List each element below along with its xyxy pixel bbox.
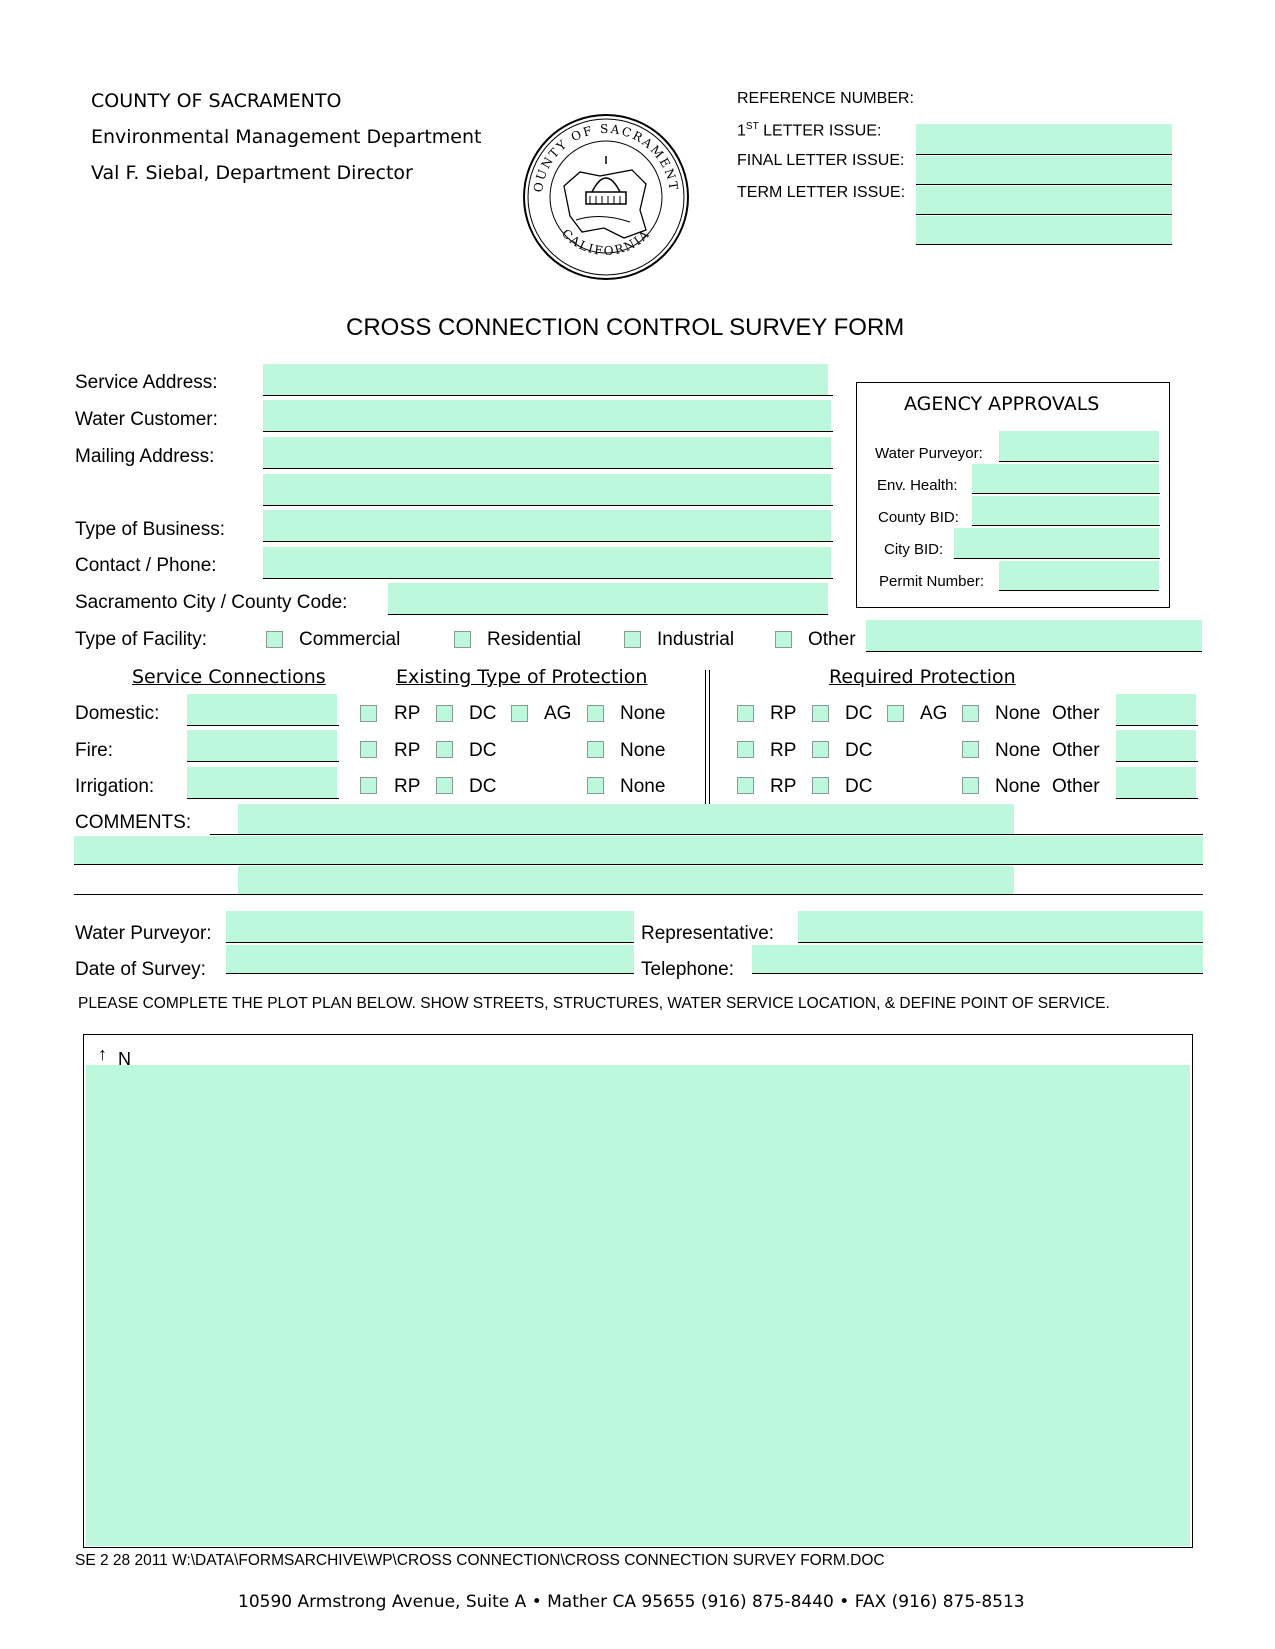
irrigation-input[interactable] — [187, 767, 337, 798]
irrigation-required-rp-checkbox[interactable] — [737, 777, 754, 794]
final-letter-issue-label: FINAL LETTER ISSUE: — [737, 152, 905, 169]
domestic-required-none-label: None — [995, 703, 1041, 724]
first-letter-rest: LETTER ISSUE: — [758, 122, 882, 140]
org-name: COUNTY OF SACRAMENTO — [91, 90, 342, 112]
form-file-id: SE 2 28 2011 W:\DATA\FORMSARCHIVE\WP\CROSS CONNECTION\CROSS CONNECTION SURVEY FORM.DOC — [75, 1552, 885, 1569]
type-of-facility-label: Type of Facility: — [75, 629, 207, 650]
comments-line-2 — [74, 864, 1203, 865]
svg-text:CALIFORNIA — [559, 226, 653, 258]
irrigation-existing-rp-label: RP — [394, 776, 421, 797]
seal-bottom-text: CALIFORNIA — [559, 226, 653, 259]
fire-existing-none-label: None — [620, 740, 666, 761]
date-of-survey-line — [226, 973, 634, 974]
agency-permit-number-line — [999, 590, 1159, 591]
domestic-input[interactable] — [187, 694, 337, 725]
agency-city-bid-input[interactable] — [954, 528, 1159, 558]
plot-instructions: PLEASE COMPLETE THE PLOT PLAN BELOW. SHOW STREETS, STRUCTURES, WATER SERVICE LOCATION, & DEFINE POINT OF SERVICE. — [78, 995, 1110, 1012]
irrigation-required-dc-label: DC — [845, 776, 873, 797]
agency-env-health-label: Env. Health: — [877, 477, 958, 494]
term-letter-issue-field[interactable] — [916, 216, 1172, 244]
survey-water-purveyor-input[interactable] — [226, 911, 634, 942]
domestic-required-other-input[interactable] — [1116, 694, 1196, 725]
bullet-icon: • — [839, 1592, 850, 1612]
reference-line-2 — [916, 184, 1172, 185]
domestic-required-ag-label: AG — [920, 703, 948, 724]
fire-existing-rp-label: RP — [394, 740, 421, 761]
mailing-address-input-1[interactable] — [263, 437, 831, 468]
irrigation-required-other-label: Other — [1052, 776, 1100, 797]
domestic-existing-ag-checkbox[interactable] — [511, 705, 528, 722]
final-letter-issue-field[interactable] — [916, 186, 1172, 214]
contact-phone-input[interactable] — [263, 547, 831, 578]
date-of-survey-input[interactable] — [226, 945, 634, 973]
domestic-existing-ag-label: AG — [544, 703, 572, 724]
agency-approvals-title: AGENCY APPROVALS — [904, 393, 1100, 415]
comments-line-1 — [210, 834, 1203, 835]
contact-phone-line — [263, 578, 833, 579]
agency-city-bid-label: City BID: — [884, 541, 944, 558]
irrigation-existing-dc-checkbox[interactable] — [436, 777, 453, 794]
commercial-checkbox[interactable] — [266, 631, 283, 648]
first-letter-sup: ST — [745, 121, 759, 132]
fire-required-rp-label: RP — [770, 740, 797, 761]
mailing-address-input-2[interactable] — [263, 474, 831, 505]
first-letter-issue-label — [737, 121, 881, 140]
irrigation-existing-dc-label: DC — [469, 776, 497, 797]
fire-required-none-label: None — [995, 740, 1041, 761]
service-connections-heading: Service Connections — [132, 666, 326, 688]
footer-city-phone: Mather CA 95655 (916) 875-8440 — [547, 1592, 834, 1612]
other-facility-checkbox[interactable] — [775, 631, 792, 648]
domestic-required-ag-checkbox[interactable] — [887, 705, 904, 722]
comments-input-2[interactable] — [74, 836, 1203, 864]
agency-env-health-input[interactable] — [972, 464, 1159, 493]
fire-required-rp-checkbox[interactable] — [737, 741, 754, 758]
domestic-existing-rp-label: RP — [394, 703, 421, 724]
representative-line — [798, 942, 1203, 943]
fire-line — [187, 761, 339, 762]
domestic-existing-rp-checkbox[interactable] — [360, 705, 377, 722]
type-of-business-input[interactable] — [263, 510, 831, 541]
agency-water-purveyor-line — [999, 461, 1159, 462]
fire-required-other-line — [1116, 761, 1198, 762]
contact-phone-label: Contact / Phone: — [75, 555, 217, 576]
city-county-code-input[interactable] — [388, 583, 828, 614]
reference-number-field-1[interactable] — [916, 124, 1172, 154]
agency-water-purveyor-input[interactable] — [999, 431, 1159, 461]
domestic-required-dc-checkbox[interactable] — [812, 705, 829, 722]
water-customer-input[interactable] — [263, 400, 831, 431]
fire-required-dc-checkbox[interactable] — [812, 741, 829, 758]
domestic-required-rp-checkbox[interactable] — [737, 705, 754, 722]
other-facility-input[interactable] — [866, 620, 1202, 651]
irrigation-required-none-label: None — [995, 776, 1041, 797]
bullet-icon: • — [531, 1592, 542, 1612]
footer-fax: FAX (916) 875-8513 — [854, 1592, 1025, 1612]
north-label: N — [118, 1049, 131, 1069]
comments-input-3[interactable] — [238, 866, 1014, 894]
fire-input[interactable] — [187, 730, 337, 761]
telephone-label: Telephone: — [641, 959, 734, 980]
telephone-line — [752, 973, 1203, 974]
domestic-required-other-line — [1116, 725, 1198, 726]
city-county-code-line — [388, 614, 828, 615]
domestic-required-other-label: Other — [1052, 703, 1100, 724]
agency-water-purveyor-label: Water Purveyor: — [875, 445, 983, 462]
department-name: Environmental Management Department — [91, 126, 482, 148]
representative-input[interactable] — [798, 911, 1203, 942]
seal-top-text: OUNTY OF SACRAMENT — [531, 121, 681, 194]
fire-label: Fire: — [75, 740, 113, 761]
domestic-required-none-checkbox[interactable] — [962, 705, 979, 722]
reference-line-1 — [916, 154, 1172, 155]
department-director: Val F. Siebal, Department Director — [91, 162, 413, 184]
agency-env-health-line — [972, 493, 1160, 494]
first-letter-prefix: 1 — [737, 122, 746, 140]
industrial-label: Industrial — [657, 629, 735, 650]
irrigation-required-rp-label: RP — [770, 776, 797, 797]
reference-number-label: REFERENCE NUMBER: — [737, 90, 914, 107]
other-facility-label: Other — [808, 629, 856, 650]
domestic-label: Domestic: — [75, 703, 160, 724]
domestic-existing-dc-label: DC — [469, 703, 497, 724]
irrigation-required-other-line — [1116, 798, 1198, 799]
agency-permit-number-label: Permit Number: — [879, 573, 985, 590]
reference-line-3 — [916, 214, 1172, 215]
mailing-address-line-2 — [263, 505, 833, 506]
fire-existing-dc-label: DC — [469, 740, 497, 761]
irrigation-existing-rp-checkbox[interactable] — [360, 777, 377, 794]
fire-existing-none-checkbox[interactable] — [587, 741, 604, 758]
table-divider — [705, 670, 710, 805]
irrigation-existing-none-checkbox[interactable] — [587, 777, 604, 794]
irrigation-existing-none-label: None — [620, 776, 666, 797]
irrigation-required-none-checkbox[interactable] — [962, 777, 979, 794]
domestic-existing-none-label: None — [620, 703, 666, 724]
first-letter-issue-field[interactable] — [916, 156, 1172, 184]
required-protection-heading: Required Protection — [829, 666, 1016, 688]
plot-plan-area[interactable] — [86, 1065, 1190, 1546]
footer-contact — [238, 1592, 1025, 1612]
domestic-line — [187, 725, 339, 726]
residential-label: Residential — [487, 629, 581, 650]
commercial-label: Commercial — [299, 629, 401, 650]
survey-water-purveyor-line — [226, 942, 634, 943]
fire-existing-rp-checkbox[interactable] — [360, 741, 377, 758]
term-letter-issue-label: TERM LETTER ISSUE: — [737, 184, 906, 201]
city-county-code-label: Sacramento City / County Code: — [75, 592, 348, 613]
agency-permit-number-input[interactable] — [999, 561, 1159, 590]
type-of-business-label: Type of Business: — [75, 519, 225, 540]
date-of-survey-label: Date of Survey: — [75, 959, 206, 980]
agency-county-bid-label: County BID: — [878, 509, 959, 526]
existing-protection-heading: Existing Type of Protection — [396, 666, 648, 688]
industrial-checkbox[interactable] — [624, 631, 641, 648]
water-customer-label: Water Customer: — [75, 409, 218, 430]
comments-line-3 — [74, 894, 1203, 895]
service-address-line — [263, 395, 833, 396]
agency-city-bid-line — [954, 558, 1160, 559]
domestic-existing-none-checkbox[interactable] — [587, 705, 604, 722]
other-facility-line — [866, 651, 1202, 652]
domestic-required-rp-label: RP — [770, 703, 797, 724]
fire-required-other-label: Other — [1052, 740, 1100, 761]
domestic-existing-dc-checkbox[interactable] — [436, 705, 453, 722]
representative-label: Representative: — [641, 923, 775, 944]
irrigation-label: Irrigation: — [75, 776, 155, 797]
domestic-required-dc-label: DC — [845, 703, 873, 724]
telephone-input[interactable] — [752, 945, 1203, 973]
service-address-label: Service Address: — [75, 372, 218, 393]
residential-checkbox[interactable] — [454, 631, 471, 648]
fire-required-other-input[interactable] — [1116, 730, 1196, 761]
mailing-address-label: Mailing Address: — [75, 446, 215, 467]
fire-required-dc-label: DC — [845, 740, 873, 761]
mailing-address-line-1 — [263, 468, 833, 469]
irrigation-required-other-input[interactable] — [1116, 767, 1196, 798]
fire-existing-dc-checkbox[interactable] — [436, 741, 453, 758]
survey-water-purveyor-label: Water Purveyor: — [75, 923, 212, 944]
comments-label: COMMENTS: — [75, 812, 192, 833]
form-title: CROSS CONNECTION CONTROL SURVEY FORM — [346, 314, 905, 341]
agency-county-bid-line — [972, 525, 1160, 526]
service-address-input[interactable] — [263, 364, 828, 395]
reference-line-4 — [916, 244, 1172, 245]
footer-address: 10590 Armstrong Avenue, Suite A — [238, 1592, 527, 1612]
comments-input-1[interactable] — [238, 804, 1014, 834]
irrigation-required-dc-checkbox[interactable] — [812, 777, 829, 794]
north-arrow-icon: ↑ — [98, 1044, 107, 1064]
county-seal — [520, 112, 692, 282]
type-of-business-line — [263, 541, 833, 542]
irrigation-line — [187, 798, 339, 799]
agency-county-bid-input[interactable] — [972, 496, 1159, 525]
water-customer-line — [263, 431, 833, 432]
fire-required-none-checkbox[interactable] — [962, 741, 979, 758]
